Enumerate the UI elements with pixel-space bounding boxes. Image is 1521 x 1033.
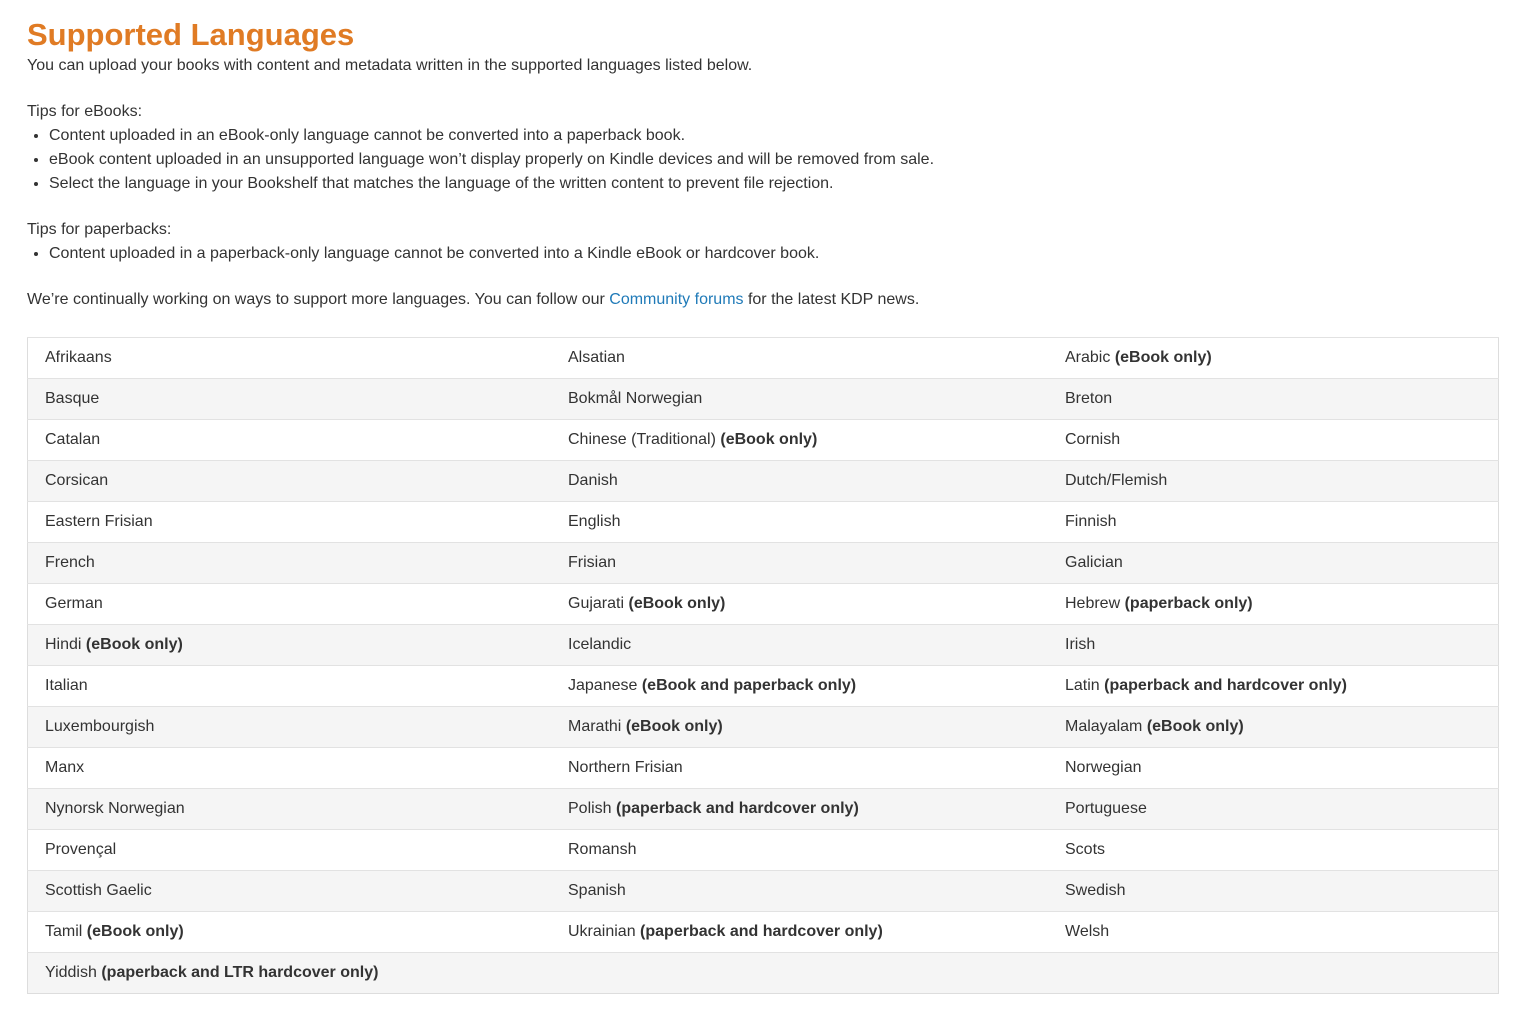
language-name: Welsh [1065, 923, 1110, 940]
language-name: Luxembourgish [45, 718, 155, 735]
language-cell [551, 830, 1048, 871]
language-name: Gujarati [568, 595, 625, 612]
language-name: Hindi [45, 636, 82, 653]
language-cell [28, 338, 552, 379]
language-cell [1048, 707, 1499, 748]
language-name: Polish [568, 800, 612, 817]
language-cell [551, 748, 1048, 789]
language-cell [1048, 748, 1499, 789]
language-cell [28, 748, 552, 789]
language-cell [1048, 830, 1499, 871]
language-name: Portuguese [1065, 800, 1147, 817]
language-availability-note: (eBook only) [1146, 718, 1244, 735]
intro-text: You can upload your books with content and metadata written in the supported languages listed below. [27, 57, 753, 74]
table-row [28, 666, 1499, 707]
language-cell [28, 912, 552, 953]
language-name: Basque [45, 390, 100, 407]
language-cell [28, 502, 552, 543]
language-name: Alsatian [568, 349, 625, 366]
paperback-tip-item: • Content uploaded in a paperback-only language cannot be converted into a Kindle eBook or hardcover book. [49, 242, 1499, 266]
ebook-tip-item: • eBook content uploaded in an unsupported language won’t display properly on Kindle devices and will be removed from sale. [49, 148, 1499, 172]
languages-table-body [28, 338, 1499, 994]
language-name: Icelandic [568, 636, 632, 653]
language-cell [1048, 871, 1499, 912]
language-cell [1048, 912, 1499, 953]
language-cell [551, 666, 1048, 707]
paperback-tips-list [27, 242, 1499, 266]
languages-table [27, 337, 1499, 994]
language-availability-note: (paperback and LTR hardcover only) [101, 964, 379, 981]
language-name: Arabic [1065, 349, 1111, 366]
table-row [28, 543, 1499, 584]
language-name: German [45, 595, 103, 612]
language-availability-note: (eBook only) [720, 431, 818, 448]
language-availability-note: (eBook only) [628, 595, 726, 612]
page-title: Supported Languages [27, 17, 355, 52]
language-name: Catalan [45, 431, 101, 448]
language-name: Ukrainian [568, 923, 636, 940]
language-availability-note: (eBook and paperback only) [641, 677, 857, 694]
language-cell [1048, 543, 1499, 584]
footer-note-before: We’re continually working on ways to support more languages. You can follow our [27, 291, 610, 308]
language-cell [28, 379, 552, 420]
table-row [28, 953, 1499, 994]
language-name: Dutch/Flemish [1065, 472, 1168, 489]
table-row [28, 461, 1499, 502]
footer-note-after: for the latest KDP news. [743, 291, 920, 308]
paperback-tips-heading: Tips for paperbacks: [27, 221, 172, 238]
language-cell [28, 666, 552, 707]
table-row [28, 830, 1499, 871]
language-name: Provençal [45, 841, 117, 858]
ebook-tip-item: • Content uploaded in an eBook-only language cannot be converted into a paperback book. [49, 124, 1499, 148]
language-name: Breton [1065, 390, 1113, 407]
language-cell [28, 543, 552, 584]
language-cell [28, 953, 552, 994]
table-row [28, 707, 1499, 748]
table-row [28, 871, 1499, 912]
language-cell [28, 625, 552, 666]
language-cell [1048, 420, 1499, 461]
language-cell [551, 871, 1048, 912]
language-cell [1048, 953, 1499, 994]
language-name: Japanese [568, 677, 638, 694]
language-cell [1048, 338, 1499, 379]
community-forums-link[interactable]: Community forums [609, 291, 744, 308]
language-availability-note: (paperback and hardcover only) [616, 800, 859, 817]
table-row [28, 502, 1499, 543]
spacer [27, 266, 1499, 288]
language-cell [551, 707, 1048, 748]
language-cell [551, 379, 1048, 420]
language-cell [551, 543, 1048, 584]
language-name: Italian [45, 677, 88, 694]
language-availability-note: (paperback and hardcover only) [1104, 677, 1347, 694]
table-row [28, 625, 1499, 666]
language-name: Bokmål Norwegian [568, 390, 703, 407]
spacer [27, 196, 1499, 218]
language-cell [28, 707, 552, 748]
language-cell [551, 502, 1048, 543]
language-availability-note: (eBook only) [625, 718, 723, 735]
language-availability-note: (eBook only) [86, 923, 184, 940]
language-name: Eastern Frisian [45, 513, 153, 530]
language-availability-note: (paperback only) [1124, 595, 1253, 612]
language-cell [1048, 666, 1499, 707]
language-name: Afrikaans [45, 349, 112, 366]
language-name: Frisian [568, 554, 617, 571]
language-cell [28, 584, 552, 625]
language-name: Corsican [45, 472, 109, 489]
language-name: Yiddish [45, 964, 97, 981]
language-availability-note: (eBook only) [1114, 349, 1212, 366]
language-cell [1048, 461, 1499, 502]
language-name: Galician [1065, 554, 1123, 571]
language-name: Scots [1065, 841, 1106, 858]
language-cell [551, 789, 1048, 830]
language-name: Nynorsk Norwegian [45, 800, 185, 817]
language-name: Norwegian [1065, 759, 1142, 776]
ebook-tips-heading: Tips for eBooks: [27, 103, 143, 120]
language-cell [28, 420, 552, 461]
ebook-tip-item: • Select the language in your Bookshelf that matches the language of the written content to prevent file rejection. [49, 172, 1499, 196]
language-cell [551, 420, 1048, 461]
language-name: Latin [1065, 677, 1100, 694]
language-availability-note: (paperback and hardcover only) [640, 923, 883, 940]
ebook-tips-list [27, 124, 1499, 196]
language-cell [28, 830, 552, 871]
language-cell [551, 461, 1048, 502]
language-cell [1048, 789, 1499, 830]
language-cell [28, 871, 552, 912]
language-cell [551, 912, 1048, 953]
table-row [28, 789, 1499, 830]
table-row [28, 912, 1499, 953]
language-name: Finnish [1065, 513, 1117, 530]
language-availability-note: (eBook only) [85, 636, 183, 653]
language-name: Marathi [568, 718, 622, 735]
table-row [28, 420, 1499, 461]
language-name: Romansh [568, 841, 637, 858]
language-name: Irish [1065, 636, 1096, 653]
table-row [28, 379, 1499, 420]
language-cell [551, 338, 1048, 379]
table-row [28, 584, 1499, 625]
language-cell [1048, 625, 1499, 666]
language-name: Chinese (Traditional) [568, 431, 716, 448]
table-row [28, 748, 1499, 789]
language-cell [551, 584, 1048, 625]
language-name: English [568, 513, 621, 530]
language-name: Cornish [1065, 431, 1121, 448]
language-cell [551, 625, 1048, 666]
language-cell [1048, 502, 1499, 543]
table-row [28, 338, 1499, 379]
language-cell [1048, 379, 1499, 420]
language-cell [28, 789, 552, 830]
language-name: Manx [45, 759, 85, 776]
language-name: Danish [568, 472, 618, 489]
language-cell [28, 461, 552, 502]
language-name: Hebrew [1065, 595, 1121, 612]
language-name: Tamil [45, 923, 83, 940]
spacer [27, 78, 1499, 100]
footer-note [27, 288, 1499, 312]
language-cell [551, 953, 1048, 994]
language-name: Northern Frisian [568, 759, 683, 776]
language-name: Spanish [568, 882, 626, 899]
language-name: Scottish Gaelic [45, 882, 152, 899]
language-name: French [45, 554, 95, 571]
language-name: Malayalam [1065, 718, 1143, 735]
language-cell [1048, 584, 1499, 625]
language-name: Swedish [1065, 882, 1126, 899]
